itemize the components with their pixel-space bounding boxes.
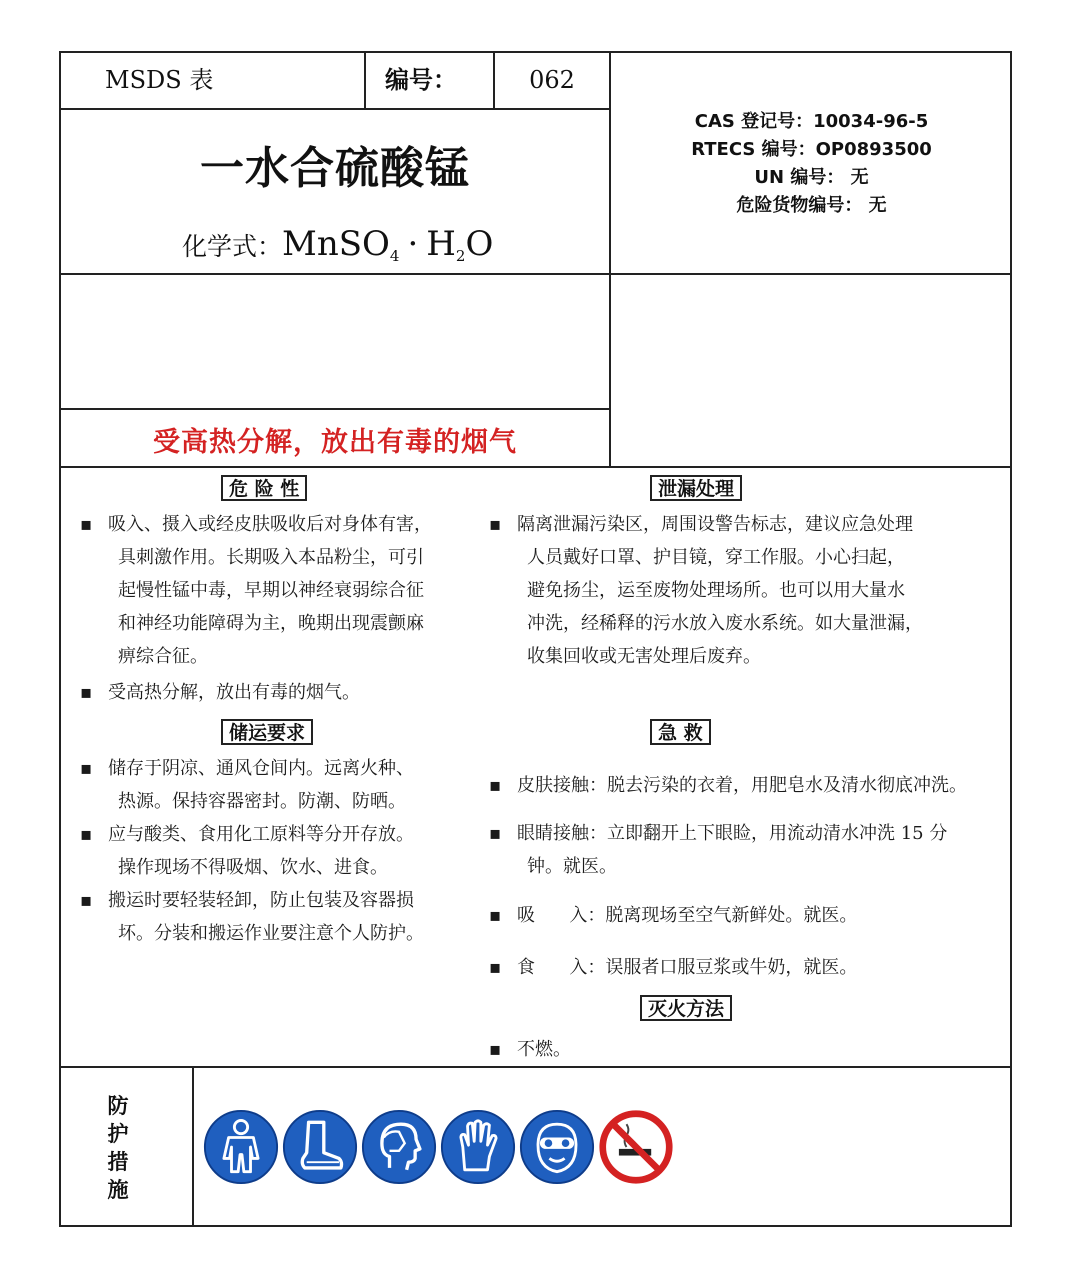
formula-subscript: 2 [455,247,466,265]
list-item: ▪ 皮肤接触：脱去污染的衣着，用肥皂水及清水彻底冲洗。 [489,775,967,796]
goggles-mask-icon [519,1109,595,1185]
hazard-warning: 受高热分解，放出有毒的烟气 [153,427,517,458]
identifiers-block [611,108,1012,220]
formula-subscript: 4 [389,247,400,265]
list-item: ▪ 储存于阴凉、通风仓间内。远离火种、 热源。保持容器密封。防潮、防晒。 [80,758,414,812]
list-item: ▪ 受高热分解，放出有毒的烟气。 [80,682,360,703]
formula-label: 化学式： [182,232,283,261]
dangerous-goods-number: 危险货物编号： 无 [736,195,887,216]
msds-label: MSDS 表 [105,66,214,94]
list-item: ▪ 搬运时要轻装轻卸，防止包装及容器损 坏。分装和搬运作业要注意个人防护。 [80,890,424,944]
list-item: ▪ 应与酸类、食用化工原料等分开存放。 操作现场不得吸烟、饮水、进食。 [80,824,414,878]
divider [192,1066,194,1227]
list-item: ▪ 不燃。 [489,1039,571,1060]
formula-main: MnSO [282,224,390,264]
list-item: ▪ 眼睛接触：立即翻开上下眼睑，用流动清水冲洗 15 分 钟。就医。 [489,823,948,877]
storage-title: 储运要求 [221,719,313,745]
number-value: 062 [529,66,575,94]
gloves-icon [440,1109,516,1185]
formula-h: H [426,224,456,264]
head-protection-icon [361,1109,437,1185]
first-aid-title: 急 救 [650,719,711,745]
no-smoking-icon [598,1109,674,1185]
safety-boots-icon [282,1109,358,1185]
list-item: ▪ 吸 入：脱离现场至空气新鲜处。就医。 [489,905,858,926]
protective-suit-icon [203,1109,279,1185]
divider [59,273,1012,275]
list-item: ▪ 食 入：误服者口服豆浆或牛奶，就医。 [489,957,858,978]
chemical-formula [182,224,493,265]
list-item: ▪ 隔离泄漏污染区，周围设警告标志，建议应急处理 人员戴好口罩、护目镜，穿工作服。小心扫起， 避免扬尘，运至废物处理场所。也可以用大量水 冲洗，经稀释的污水放入废水系统。如大量泄漏， 收集回收或无害处理后废弃。 [489,514,923,667]
divider [364,51,366,109]
un-number: UN 编号： 无 [754,167,869,188]
hazards-title: 危 险 性 [221,475,307,501]
divider [59,408,610,410]
protection-label: 防 护 措 施 [107,1094,129,1202]
list-item: ▪ 吸入、摄入或经皮肤吸收后对身体有害， 具刺激作用。长期吸入本品粉尘，可引 起慢性锰中毒，早期以神经衰弱综合征 和神经功能障碍为主，晚期出现震颤麻 痹综合征。 [80,514,432,667]
number-label: 编号： [385,65,457,94]
chemical-name: 一水合硫酸锰 [200,143,470,194]
divider [59,466,1012,468]
formula-dot: · [407,224,419,264]
fire-title: 灭火方法 [640,995,732,1021]
cas-number: CAS 登记号：10034-96-5 [694,111,929,132]
spill-title: 泄漏处理 [650,475,742,501]
formula-o: O [465,224,494,264]
rtecs-number: RTECS 编号：OP0893500 [691,139,932,160]
divider [59,1066,1012,1068]
